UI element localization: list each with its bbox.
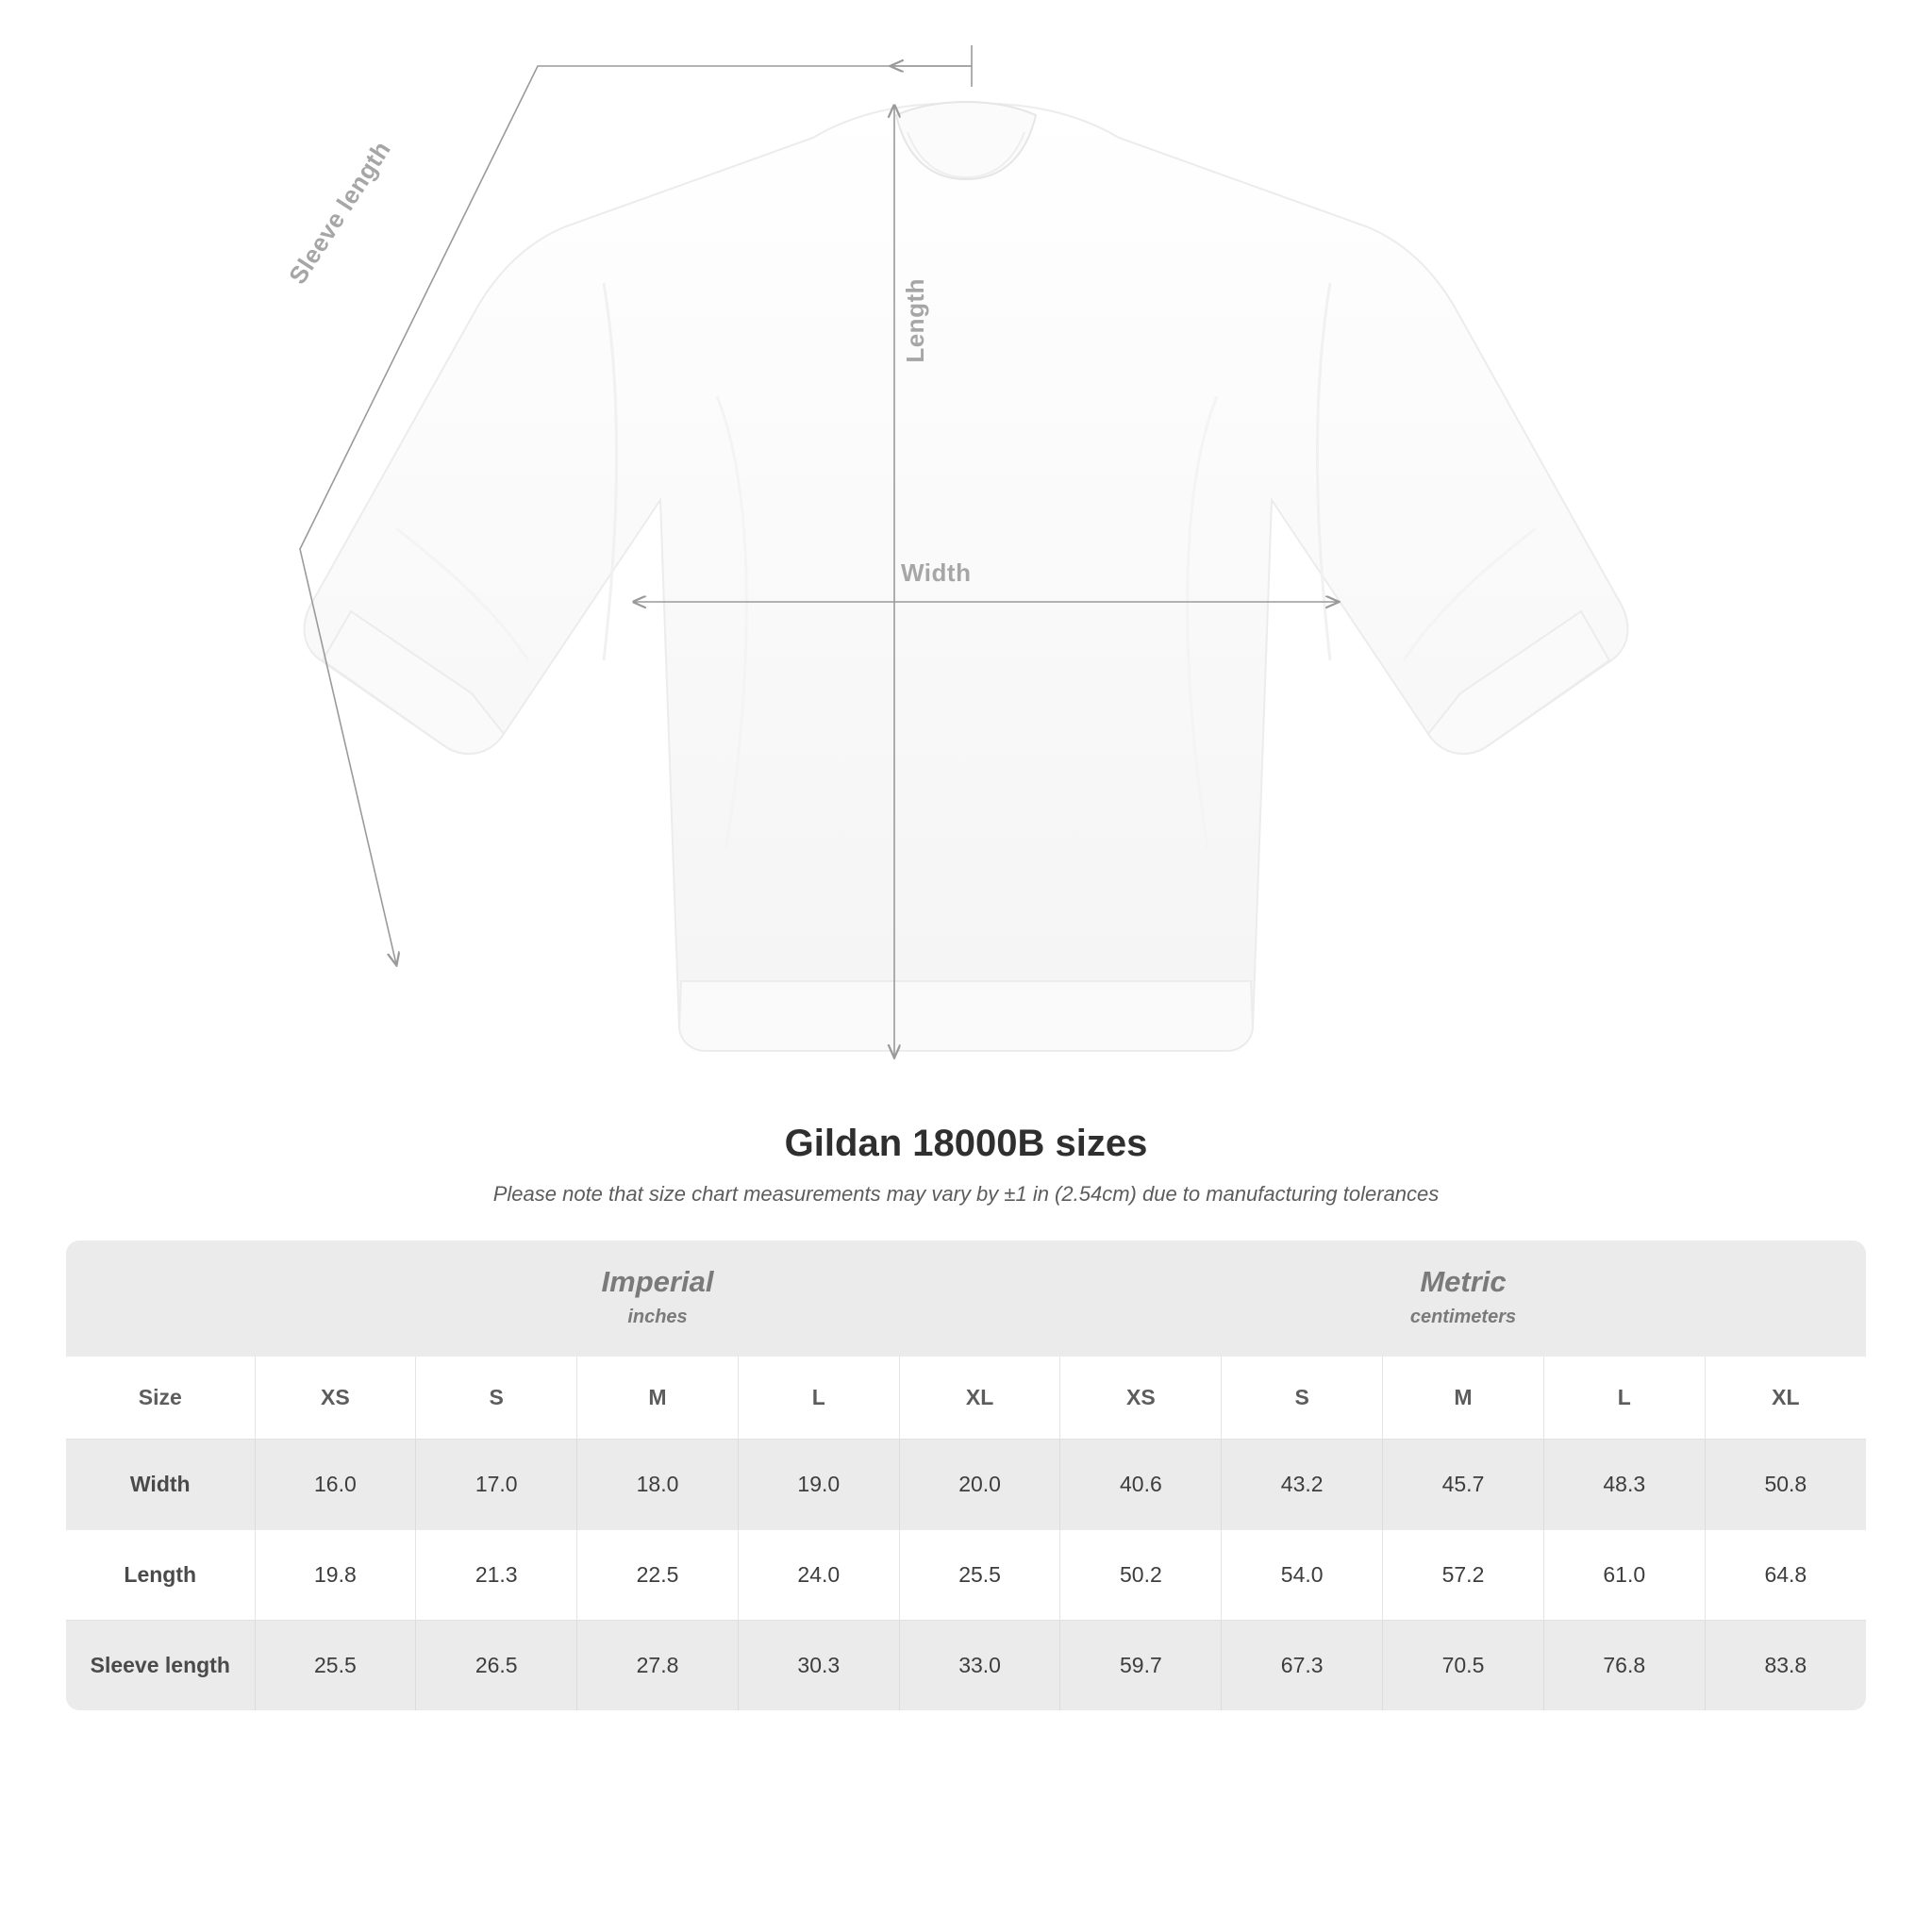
cell-width-metric-xs: 40.6 <box>1060 1440 1222 1530</box>
cell-width-metric-s: 43.2 <box>1222 1440 1383 1530</box>
header-size-imperial-s: S <box>416 1357 577 1440</box>
unit-header-metric <box>1060 1241 1866 1357</box>
cell-sleeve-imperial-l: 30.3 <box>738 1621 899 1711</box>
chart-heading <box>0 1123 1932 1207</box>
size-chart-table-wrapper <box>66 1241 1866 1710</box>
header-size: Size <box>66 1357 255 1440</box>
cell-length-metric-m: 57.2 <box>1383 1530 1544 1621</box>
cell-sleeve-metric-xl: 83.8 <box>1705 1621 1866 1711</box>
length-dimension-label: Length <box>901 278 929 363</box>
header-size-metric-l: L <box>1543 1357 1705 1440</box>
cell-sleeve-imperial-m: 27.8 <box>577 1621 739 1711</box>
cell-sleeve-metric-l: 76.8 <box>1543 1621 1705 1711</box>
size-header-row <box>66 1357 1866 1440</box>
cell-length-imperial-l: 24.0 <box>738 1530 899 1621</box>
imperial-sub: inches <box>627 1307 688 1327</box>
imperial-name: Imperial <box>601 1265 714 1298</box>
cell-width-imperial-l: 19.0 <box>738 1440 899 1530</box>
cell-length-imperial-xs: 19.8 <box>255 1530 416 1621</box>
cell-sleeve-imperial-s: 26.5 <box>416 1621 577 1711</box>
header-size-imperial-xs: XS <box>255 1357 416 1440</box>
row-label-length: Length <box>66 1530 255 1621</box>
cell-length-imperial-xl: 25.5 <box>899 1530 1060 1621</box>
table-row <box>66 1440 1866 1530</box>
header-size-metric-xl: XL <box>1705 1357 1866 1440</box>
header-size-metric-xs: XS <box>1060 1357 1222 1440</box>
unit-header-spacer <box>66 1241 255 1357</box>
cell-sleeve-metric-s: 67.3 <box>1222 1621 1383 1711</box>
header-size-imperial-m: M <box>577 1357 739 1440</box>
metric-name: Metric <box>1420 1265 1507 1298</box>
cell-sleeve-imperial-xs: 25.5 <box>255 1621 416 1711</box>
table-row <box>66 1530 1866 1621</box>
cell-length-metric-xs: 50.2 <box>1060 1530 1222 1621</box>
cell-length-metric-l: 61.0 <box>1543 1530 1705 1621</box>
header-size-imperial-xl: XL <box>899 1357 1060 1440</box>
cell-width-imperial-xl: 20.0 <box>899 1440 1060 1530</box>
unit-header-row <box>66 1241 1866 1357</box>
width-dimension-label: Width <box>901 558 972 587</box>
cell-length-imperial-m: 22.5 <box>577 1530 739 1621</box>
cell-width-metric-xl: 50.8 <box>1705 1440 1866 1530</box>
cell-sleeve-metric-m: 70.5 <box>1383 1621 1544 1711</box>
cell-sleeve-metric-xs: 59.7 <box>1060 1621 1222 1711</box>
tolerance-note: Please note that size chart measurements may vary by ±1 in (2.54cm) due to manufacturing tolerances <box>492 1182 1440 1206</box>
cell-width-metric-l: 48.3 <box>1543 1440 1705 1530</box>
header-size-metric-m: M <box>1383 1357 1544 1440</box>
table-row <box>66 1621 1866 1711</box>
cell-sleeve-imperial-xl: 33.0 <box>899 1621 1060 1711</box>
metric-sub: centimeters <box>1409 1307 1517 1327</box>
row-label-width: Width <box>66 1440 255 1530</box>
cell-length-imperial-s: 21.3 <box>416 1530 577 1621</box>
page-title: Gildan 18000B sizes <box>784 1123 1148 1164</box>
cell-length-metric-s: 54.0 <box>1222 1530 1383 1621</box>
cell-width-imperial-xs: 16.0 <box>255 1440 416 1530</box>
header-size-metric-s: S <box>1222 1357 1383 1440</box>
header-size-imperial-l: L <box>738 1357 899 1440</box>
sleeve-length-dimension-label: Sleeve length <box>283 135 396 290</box>
cell-width-metric-m: 45.7 <box>1383 1440 1544 1530</box>
cell-length-metric-xl: 64.8 <box>1705 1530 1866 1621</box>
size-chart-table <box>66 1241 1866 1710</box>
cell-width-imperial-s: 17.0 <box>416 1440 577 1530</box>
row-label-sleeve-length: Sleeve length <box>66 1621 255 1711</box>
cell-width-imperial-m: 18.0 <box>577 1440 739 1530</box>
unit-header-imperial <box>255 1241 1060 1357</box>
